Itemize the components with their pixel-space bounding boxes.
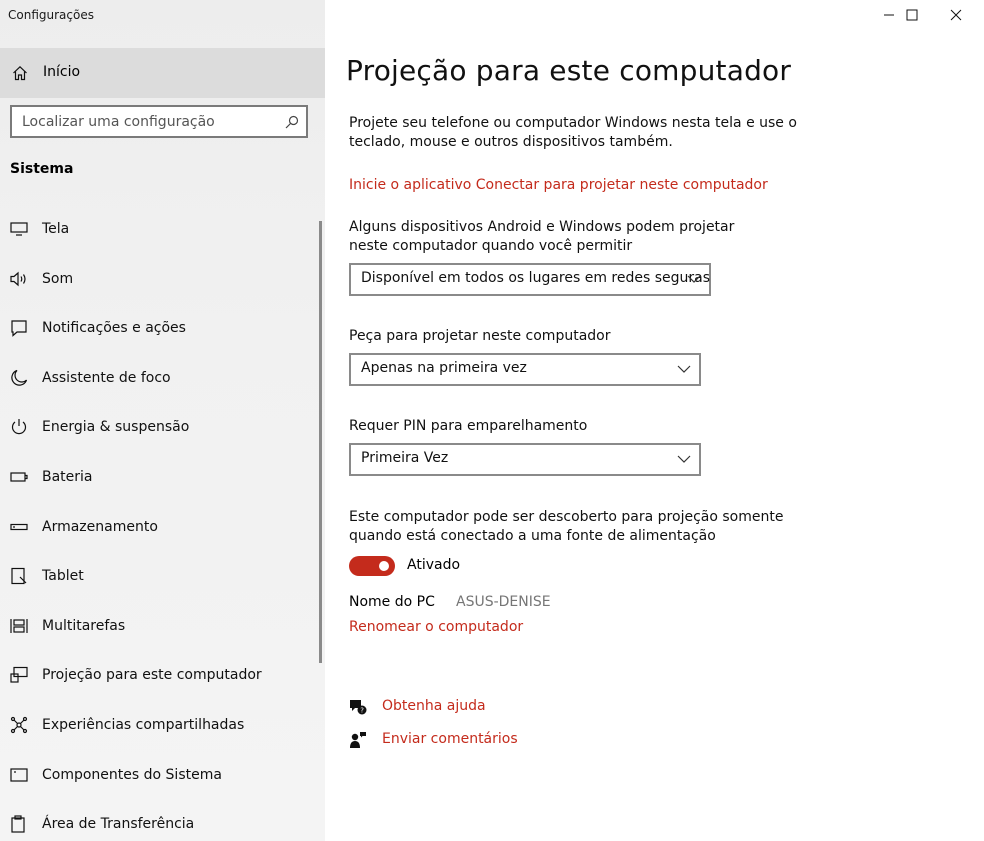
chevron-down-icon (677, 454, 691, 464)
sidebar-item-label: Experiências compartilhadas (42, 716, 245, 733)
toggle-state-label: Ativado (407, 557, 461, 573)
main-content (325, 0, 984, 841)
sidebar-item-area-de-transferencia[interactable] (0, 800, 318, 841)
pin-dropdown[interactable] (349, 443, 701, 476)
sidebar-item-label: Armazenamento (42, 518, 158, 535)
sidebar-item-label: Área de Transferência (42, 816, 195, 833)
sidebar (0, 0, 325, 841)
sidebar-item-tela[interactable] (0, 205, 318, 255)
share-icon (10, 716, 28, 734)
connect-app-link[interactable]: Inicie o aplicativo Conectar para projetar neste computador (349, 177, 768, 193)
feedback-person-icon (349, 731, 367, 749)
pc-name-value: ASUS-DENISE (456, 594, 551, 610)
search-box[interactable] (10, 105, 308, 138)
send-feedback-link[interactable]: Enviar comentários (382, 731, 518, 747)
close-button[interactable] (933, 0, 979, 30)
search-input[interactable] (22, 112, 282, 131)
get-help-link[interactable]: Obtenha ajuda (382, 698, 486, 714)
sidebar-item-home[interactable] (0, 48, 325, 98)
maximize-button[interactable] (889, 0, 935, 30)
storage-icon (10, 518, 28, 536)
availability-label: Alguns dispositivos Android e Windows podem projetar neste computador quando você permitir (349, 219, 735, 254)
sidebar-item-label: Notificações e ações (42, 320, 186, 337)
projection-icon (10, 666, 28, 684)
power-toggle[interactable] (349, 556, 395, 576)
sidebar-item-multitarefas[interactable] (0, 602, 318, 652)
clipboard-icon (10, 815, 28, 833)
sidebar-item-label: Tablet (42, 568, 84, 585)
ask-value: Apenas na primeira vez (361, 360, 527, 376)
components-icon (10, 766, 28, 784)
home-icon (12, 65, 28, 81)
sidebar-item-assistente-de-foco[interactable] (0, 354, 318, 404)
battery-icon (10, 468, 28, 486)
sidebar-item-label: Multitarefas (42, 617, 126, 634)
tablet-icon (10, 567, 28, 585)
maximize-icon (906, 9, 918, 21)
app-title: Configurações (8, 8, 94, 22)
close-icon (950, 9, 962, 21)
power-label: Este computador pode ser descoberto para projeção somente quando está conectado a uma fonte de alimentação (349, 509, 784, 544)
notification-icon (10, 319, 28, 337)
svg-text:?: ? (360, 706, 364, 715)
sidebar-item-label: Som (42, 270, 74, 287)
sidebar-item-notificacoes[interactable] (0, 304, 318, 354)
speaker-icon (10, 270, 28, 288)
home-label: Início (43, 64, 81, 80)
sidebar-item-label: Energia & suspensão (42, 419, 190, 436)
section-title: Sistema (10, 161, 74, 177)
sidebar-item-label: Tela (42, 221, 70, 237)
sidebar-scrollbar[interactable] (319, 221, 322, 663)
sidebar-item-energia[interactable] (0, 403, 318, 453)
monitor-icon (10, 220, 28, 238)
ask-dropdown[interactable] (349, 353, 701, 386)
availability-dropdown[interactable] (349, 263, 711, 296)
sidebar-item-projecao[interactable] (0, 651, 318, 701)
sidebar-nav (0, 205, 318, 841)
moon-icon (10, 369, 28, 387)
sidebar-item-componentes[interactable] (0, 751, 318, 801)
sidebar-item-tablet[interactable] (0, 552, 318, 602)
search-icon[interactable] (285, 115, 299, 129)
sidebar-item-bateria[interactable] (0, 453, 318, 503)
sidebar-item-label: Bateria (42, 468, 93, 485)
page-title: Projeção para este computador (346, 54, 792, 87)
multitask-icon (10, 617, 28, 635)
rename-pc-link[interactable]: Renomear o computador (349, 619, 524, 635)
toggle-knob (379, 561, 389, 571)
pin-value: Primeira Vez (361, 450, 449, 466)
chevron-down-icon (677, 364, 691, 374)
pc-name-label: Nome do PC (349, 594, 435, 610)
ask-label: Peça para projetar neste computador (349, 328, 611, 344)
chevron-down-icon (687, 274, 701, 284)
help-chat-icon (349, 698, 367, 716)
sidebar-item-label: Projeção para este computador (42, 667, 262, 684)
sidebar-item-armazenamento[interactable] (0, 503, 318, 553)
availability-value: Disponível em todos os lugares em redes seguras (361, 270, 711, 286)
pin-label: Requer PIN para emparelhamento (349, 418, 588, 434)
sidebar-item-label: Componentes do Sistema (42, 766, 222, 783)
sidebar-item-experiencias[interactable] (0, 701, 318, 751)
power-icon (10, 418, 28, 436)
sidebar-item-som[interactable] (0, 255, 318, 305)
description-text: Projete seu telefone ou computador Windows nesta tela e use o teclado, mouse e outros dispositivos também. (349, 115, 797, 150)
sidebar-item-label: Assistente de foco (42, 369, 171, 386)
